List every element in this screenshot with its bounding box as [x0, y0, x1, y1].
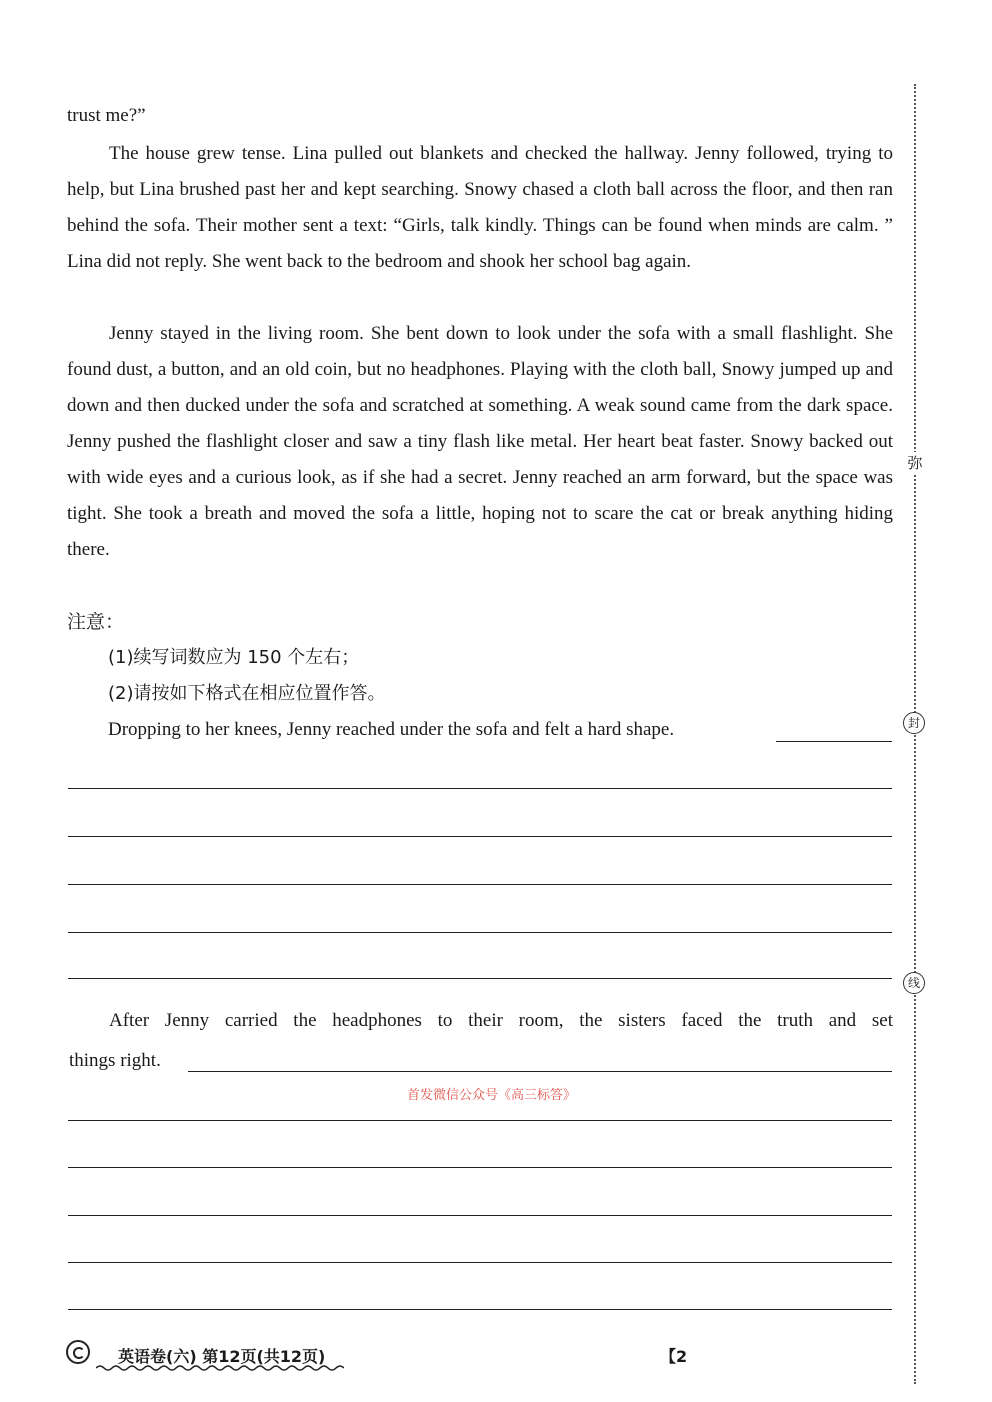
- binding-char-mi: 弥: [903, 452, 927, 473]
- binding-char-xian: 线: [903, 972, 925, 994]
- story-paragraph-1: [67, 136, 893, 280]
- notes-title: 注意：: [67, 611, 125, 633]
- footer-page-mark: 【2: [660, 1347, 688, 1366]
- continuation-prompt-2: After Jenny carried the headphones to their room, the sisters faced the truth and set: [109, 1010, 893, 1031]
- answer-line[interactable]: [68, 1167, 892, 1168]
- watermark-text: 首发微信公众号《高三标答》: [407, 1088, 577, 1103]
- answer-line[interactable]: [68, 836, 892, 837]
- answer-line[interactable]: [68, 1120, 892, 1121]
- continuation-prompt-2-end: things right.: [69, 1050, 161, 1071]
- continuation-prompt-1: Dropping to her knees, Jenny reached under the sofa and felt a hard shape.: [108, 719, 675, 740]
- copyright-icon: [66, 1340, 90, 1364]
- wavy-underline-icon: [96, 1364, 344, 1372]
- answer-line[interactable]: [68, 1215, 892, 1216]
- answer-line[interactable]: [68, 978, 892, 979]
- answer-line[interactable]: [68, 884, 892, 885]
- story-paragraph-text: The house grew tense. Lina pulled out blankets and checked the hallway. Jenny followed, trying to help, but Lina brushed past her and kept searching. Snowy chased a cloth ball across the floor, and then ran behind the sofa. Their mother sent a text: “Girls, talk kindly. Things can be found when minds are calm. ” Lina did not reply. She went back to the bedroom and shook her school bag again.: [67, 143, 893, 272]
- note-item-2: (2)请按如下格式在相应位置作答。: [108, 683, 386, 704]
- answer-line[interactable]: [68, 1262, 892, 1263]
- answer-line[interactable]: [68, 932, 892, 933]
- answer-line[interactable]: [68, 788, 892, 789]
- answer-line-inline-2[interactable]: [188, 1071, 892, 1072]
- binding-dotted-line: [914, 84, 916, 1384]
- story-paragraph-text: Jenny stayed in the living room. She bent down to look under the sofa with a small flashlight. She found dust, a button, and an old coin, but no headphones. Playing with the cloth ball, Snowy jumped up and down and then ducked under the sofa and scratched at something. A weak sound came from the dark space. Jenny pushed the flashlight closer and saw a tiny flash like metal. Her heart beat faster. Snowy backed out with wide eyes and a curious look, as if she had a secret. Jenny reached an arm forward, but the space was tight. She took a breath and moved the sofa a little, hoping not to scare the cat or break anything hiding there.: [67, 323, 893, 560]
- note-item-1: (1)续写词数应为 150 个左右；: [108, 647, 360, 668]
- story-lead-text: trust me?”: [67, 105, 146, 126]
- answer-line-inline-1[interactable]: [776, 741, 892, 742]
- story-paragraph-2: [67, 316, 893, 568]
- footer-page-label: 英语卷(六) 第12页(共12页): [118, 1347, 326, 1366]
- binding-char-feng: 封: [903, 712, 925, 734]
- answer-line[interactable]: [68, 1309, 892, 1310]
